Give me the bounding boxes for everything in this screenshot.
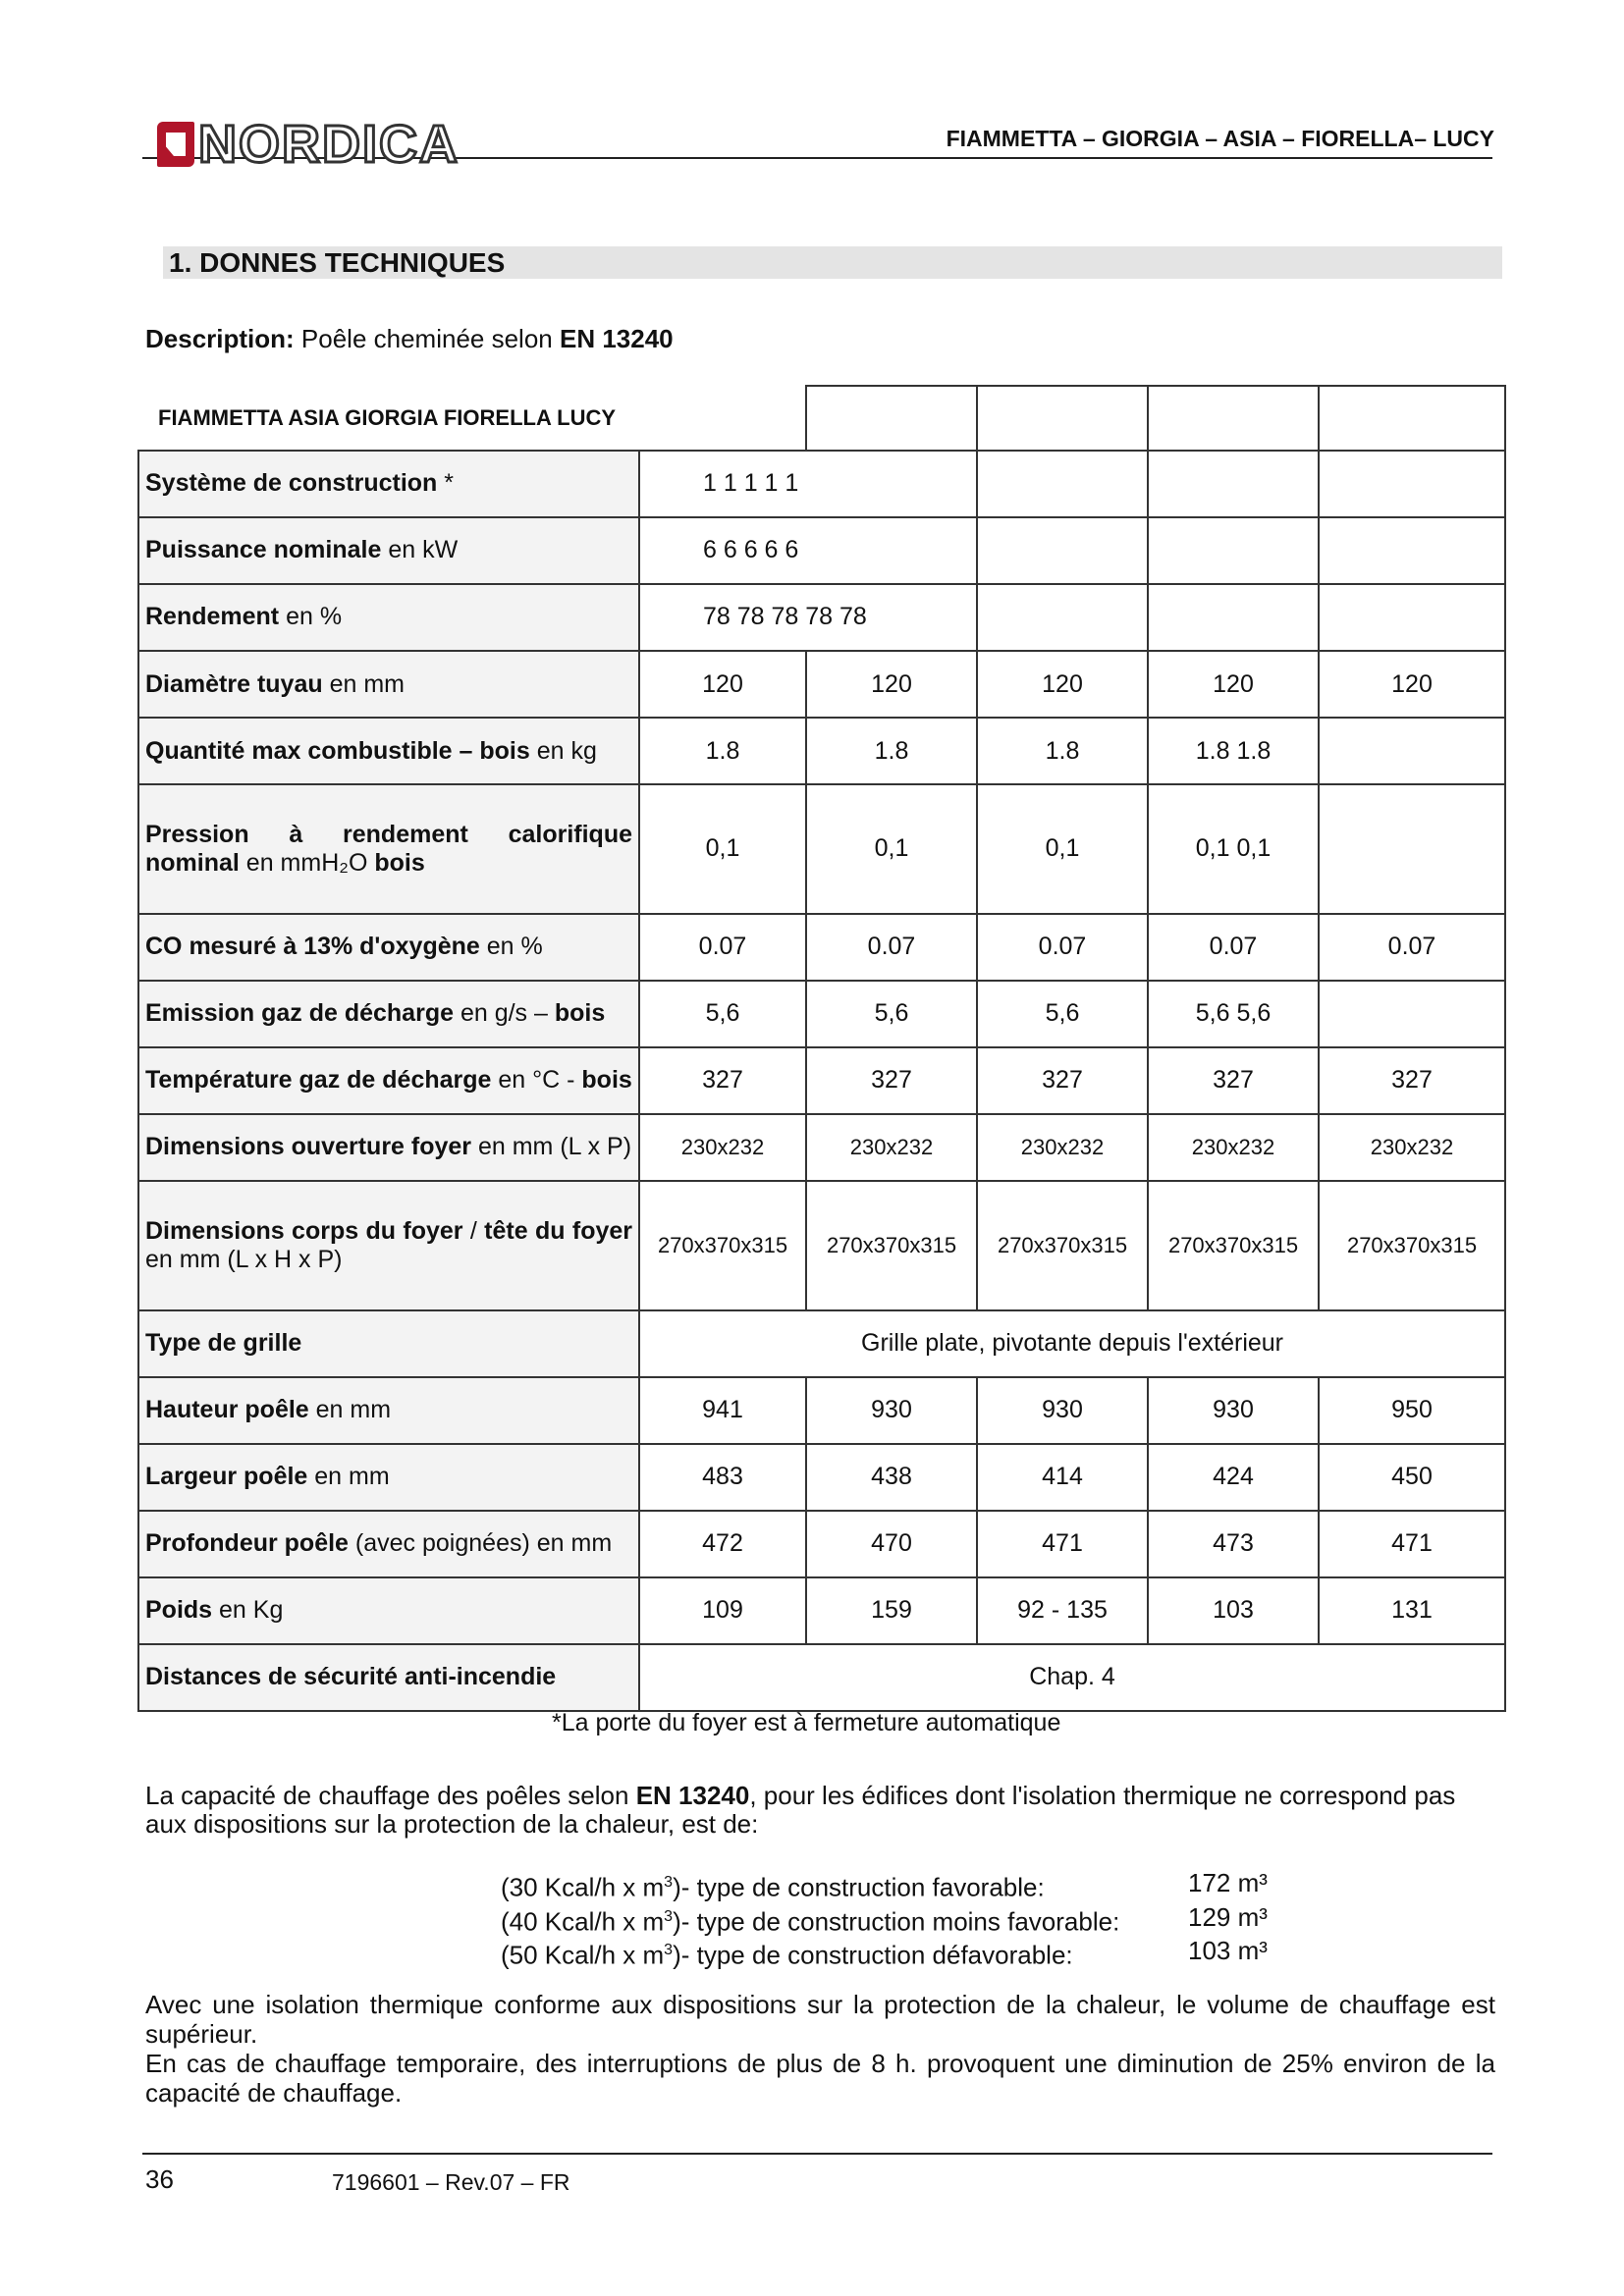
row-value: 930 bbox=[806, 1377, 977, 1444]
table-row bbox=[138, 1511, 1505, 1577]
row-label-bold: Emission gaz de décharge bbox=[145, 999, 454, 1028]
capacity-intro-norm: EN 13240 bbox=[635, 1781, 750, 1810]
header-empty-cell bbox=[1319, 386, 1505, 451]
row-value: 131 bbox=[1319, 1577, 1505, 1644]
capacity-row bbox=[501, 1936, 1268, 1970]
row-label bbox=[138, 981, 639, 1047]
row-label-unit: en mm bbox=[322, 669, 405, 698]
row-value: 327 bbox=[806, 1047, 977, 1114]
row-value: 930 bbox=[977, 1377, 1148, 1444]
insulation-paragraph: Avec une isolation thermique conforme aux dispositions sur la protection de la chaleur, le volume de chauffage est supérieur. bbox=[145, 1990, 1495, 2049]
row-value: 1 1 1 1 1 bbox=[639, 451, 977, 517]
row-value: 1.8 bbox=[977, 718, 1148, 784]
row-label bbox=[138, 1114, 639, 1181]
row-label-unit: en Kg bbox=[212, 1596, 284, 1625]
row-label-bold: Rendement bbox=[145, 603, 280, 631]
capacity-list bbox=[501, 1868, 1268, 1970]
row-value: 5,6 bbox=[639, 981, 806, 1047]
row-label-bold: Diamètre tuyau bbox=[145, 669, 323, 698]
capacity-row bbox=[501, 1902, 1268, 1937]
row-label-bold: Type de grille bbox=[145, 1329, 302, 1358]
row-value: 1.8 1.8 bbox=[1148, 718, 1319, 784]
description-norm: EN 13240 bbox=[559, 324, 674, 353]
table-row bbox=[138, 1577, 1505, 1644]
row-value bbox=[1319, 784, 1505, 914]
row-label-unit: / bbox=[462, 1216, 485, 1245]
empty-cell bbox=[977, 584, 1148, 651]
row-value: 1.8 bbox=[639, 718, 806, 784]
row-label-unit: en kW bbox=[381, 536, 459, 564]
row-label-bold: Hauteur poêle bbox=[145, 1396, 309, 1424]
row-label-bold: Quantité max combustible – bois bbox=[145, 736, 530, 765]
brand-mark-icon bbox=[157, 122, 194, 167]
row-value: 103 bbox=[1148, 1577, 1319, 1644]
table-row bbox=[138, 1644, 1505, 1711]
empty-cell bbox=[977, 517, 1148, 584]
row-label bbox=[138, 1377, 639, 1444]
row-label bbox=[138, 451, 639, 517]
table-row bbox=[138, 784, 1505, 914]
header-empty-cell bbox=[1148, 386, 1319, 451]
row-value: 270x370x315 bbox=[806, 1181, 977, 1310]
row-label-bold: Distances de sécurité anti-incendie bbox=[145, 1663, 557, 1691]
table-row bbox=[138, 1181, 1505, 1310]
row-value: 120 bbox=[977, 651, 1148, 718]
row-value: 120 bbox=[639, 651, 806, 718]
row-label bbox=[138, 651, 639, 718]
empty-cell bbox=[1319, 517, 1505, 584]
row-value: Grille plate, pivotante depuis l'extérieur bbox=[639, 1310, 1505, 1377]
row-label-tail: bois bbox=[374, 848, 425, 877]
row-label-tail: bois bbox=[581, 1066, 632, 1095]
table-row bbox=[138, 1114, 1505, 1181]
row-value: 438 bbox=[806, 1444, 977, 1511]
table-row bbox=[138, 1444, 1505, 1511]
row-label bbox=[138, 718, 639, 784]
row-value: 471 bbox=[977, 1511, 1148, 1577]
row-value: 327 bbox=[1319, 1047, 1505, 1114]
row-label bbox=[138, 1047, 639, 1114]
row-value: 327 bbox=[977, 1047, 1148, 1114]
row-value: 424 bbox=[1148, 1444, 1319, 1511]
row-value: 930 bbox=[1148, 1377, 1319, 1444]
row-value: 0.07 bbox=[806, 914, 977, 981]
capacity-intro bbox=[145, 1782, 1495, 1839]
description-text: Poêle cheminée selon bbox=[294, 324, 560, 353]
row-label-unit: (avec poignées) en mm bbox=[348, 1529, 613, 1558]
page-number: 36 bbox=[145, 2164, 174, 2194]
row-label-unit: en % bbox=[279, 603, 343, 631]
row-label-unit: en mm bbox=[307, 1463, 390, 1491]
document-reference: 7196601 – Rev.07 – FR bbox=[332, 2169, 570, 2195]
row-label-bold: Poids bbox=[145, 1596, 213, 1625]
row-value: 120 bbox=[1319, 651, 1505, 718]
capacity-volume: 103 m³ bbox=[1188, 1936, 1268, 1966]
insulation-notes bbox=[145, 1990, 1495, 2108]
row-value: 0,1 bbox=[977, 784, 1148, 914]
description bbox=[145, 324, 674, 354]
row-label-unit: en g/s – bbox=[454, 999, 555, 1028]
table-row bbox=[138, 584, 1505, 651]
row-label bbox=[138, 914, 639, 981]
row-value: 120 bbox=[806, 651, 977, 718]
row-label-unit: en % bbox=[479, 933, 543, 961]
row-label-bold: Largeur poêle bbox=[145, 1463, 308, 1491]
empty-cell bbox=[1148, 517, 1319, 584]
table-row bbox=[138, 914, 1505, 981]
brand-name: NORDICA bbox=[198, 115, 460, 174]
row-label-unit: en mm (L x P) bbox=[471, 1133, 632, 1161]
row-value: 471 bbox=[1319, 1511, 1505, 1577]
models-header: FIAMMETTA ASIA GIORGIA FIORELLA LUCY bbox=[138, 386, 806, 451]
row-label bbox=[138, 1310, 639, 1377]
row-value: 950 bbox=[1319, 1377, 1505, 1444]
row-label-bold: Profondeur poêle bbox=[145, 1529, 349, 1558]
row-value: 230x232 bbox=[977, 1114, 1148, 1181]
table-row bbox=[138, 651, 1505, 718]
row-value: 0.07 bbox=[977, 914, 1148, 981]
table-footnote: *La porte du foyer est à fermeture automatique bbox=[552, 1709, 1061, 1736]
table-row bbox=[138, 517, 1505, 584]
row-value: 327 bbox=[639, 1047, 806, 1114]
row-label bbox=[138, 784, 639, 914]
row-value: 92 - 135 bbox=[977, 1577, 1148, 1644]
row-label-bold: CO mesuré à 13% d'oxygène bbox=[145, 933, 480, 961]
row-value: 0.07 bbox=[1319, 914, 1505, 981]
row-value: 159 bbox=[806, 1577, 977, 1644]
row-label bbox=[138, 1511, 639, 1577]
row-value: 230x232 bbox=[639, 1114, 806, 1181]
row-label-unit: en kg bbox=[529, 736, 597, 765]
row-label-bold: Système de construction bbox=[145, 469, 438, 498]
row-value: 0,1 bbox=[639, 784, 806, 914]
header-empty-cell bbox=[977, 386, 1148, 451]
table-header-row bbox=[138, 386, 1505, 451]
row-value: 0.07 bbox=[639, 914, 806, 981]
row-value: 5,6 5,6 bbox=[1148, 981, 1319, 1047]
capacity-intro-post: , pour les édifices dont l'isolation thermique ne correspond pas aux dispositions sur la protection de la chaleur, est de: bbox=[145, 1781, 1456, 1839]
capacity-row bbox=[501, 1868, 1268, 1902]
capacity-volume: 129 m³ bbox=[1188, 1901, 1268, 1932]
row-label-unit: en mm bbox=[308, 1396, 392, 1424]
capacity-intro-pre: La capacité de chauffage des poêles selon bbox=[145, 1781, 636, 1810]
row-value: 0.07 bbox=[1148, 914, 1319, 981]
row-value: 1.8 bbox=[806, 718, 977, 784]
row-value: 450 bbox=[1319, 1444, 1505, 1511]
capacity-volume: 172 m³ bbox=[1188, 1868, 1268, 1897]
row-value: 0,1 0,1 bbox=[1148, 784, 1319, 914]
row-value: 414 bbox=[977, 1444, 1148, 1511]
row-value: 5,6 bbox=[977, 981, 1148, 1047]
row-label bbox=[138, 584, 639, 651]
row-value: 270x370x315 bbox=[1319, 1181, 1505, 1310]
row-label-bold: Dimensions ouverture foyer bbox=[145, 1133, 472, 1161]
row-label bbox=[138, 1444, 639, 1511]
table-row bbox=[138, 981, 1505, 1047]
capacity-type: (50 Kcal/h x $m^3)-$ type de construction défavorable: bbox=[501, 1940, 1073, 1970]
row-value: 327 bbox=[1148, 1047, 1319, 1114]
table-row bbox=[138, 451, 1505, 517]
row-value: 0,1 bbox=[806, 784, 977, 914]
row-label-unit: * bbox=[437, 469, 454, 498]
tech-table bbox=[137, 385, 1506, 1712]
row-value: 472 bbox=[639, 1511, 806, 1577]
row-label-unit: en °C - bbox=[491, 1066, 582, 1095]
footer-rule bbox=[142, 2153, 1492, 2155]
row-label-tail: bois bbox=[554, 999, 606, 1028]
empty-cell bbox=[1319, 451, 1505, 517]
row-value: 270x370x315 bbox=[977, 1181, 1148, 1310]
table-row bbox=[138, 1310, 1505, 1377]
empty-cell bbox=[1319, 584, 1505, 651]
row-value: 6 6 6 6 6 bbox=[639, 517, 977, 584]
row-label bbox=[138, 1644, 639, 1711]
row-label-bold: Pression à rendement calorifique nominal bbox=[145, 820, 632, 877]
row-value: 270x370x315 bbox=[1148, 1181, 1319, 1310]
capacity-type: (30 Kcal/h x $m^3)-$ type de construction favorable: bbox=[501, 1872, 1045, 1902]
description-label: Description: bbox=[145, 324, 295, 353]
row-label-end: en mm (L x H x P) bbox=[145, 1245, 343, 1273]
row-label bbox=[138, 517, 639, 584]
row-label-tail: tête du foyer bbox=[484, 1216, 633, 1245]
table-row bbox=[138, 1047, 1505, 1114]
table-row bbox=[138, 1377, 1505, 1444]
row-value: 78 78 78 78 78 bbox=[639, 584, 977, 651]
table-row bbox=[138, 718, 1505, 784]
row-value: 5,6 bbox=[806, 981, 977, 1047]
row-value: 270x370x315 bbox=[639, 1181, 806, 1310]
row-value: Chap. 4 bbox=[639, 1644, 1505, 1711]
capacity-type: (40 Kcal/h x $m^3)-$ type de construction moins favorable: bbox=[501, 1906, 1120, 1937]
header-models: FIAMMETTA – GIORGIA – ASIA – FIORELLA– LUCY bbox=[946, 126, 1494, 151]
row-value: 109 bbox=[639, 1577, 806, 1644]
row-value: 941 bbox=[639, 1377, 806, 1444]
section-title: 1. DONNES TECHNIQUES bbox=[169, 247, 506, 278]
row-value: 470 bbox=[806, 1511, 977, 1577]
empty-cell bbox=[977, 451, 1148, 517]
row-value: 230x232 bbox=[1148, 1114, 1319, 1181]
row-value bbox=[1319, 981, 1505, 1047]
row-label bbox=[138, 1577, 639, 1644]
row-value bbox=[1319, 718, 1505, 784]
row-value: 120 bbox=[1148, 651, 1319, 718]
row-label-unit: en mmH₂O bbox=[239, 848, 375, 877]
row-label-bold: Dimensions corps du foyer bbox=[145, 1216, 463, 1245]
temporary-heating-paragraph: En cas de chauffage temporaire, des interruptions de plus de 8 h. provoquent une diminution de 25% environ de la capacité de chauffage. bbox=[145, 2049, 1495, 2108]
row-value: 230x232 bbox=[806, 1114, 977, 1181]
row-value: 230x232 bbox=[1319, 1114, 1505, 1181]
row-label bbox=[138, 1181, 639, 1310]
empty-cell bbox=[1148, 584, 1319, 651]
header-empty-cell bbox=[806, 386, 977, 451]
row-label-bold: Puissance nominale bbox=[145, 536, 382, 564]
row-value: 483 bbox=[639, 1444, 806, 1511]
brand-logo bbox=[157, 115, 460, 174]
row-value: 473 bbox=[1148, 1511, 1319, 1577]
empty-cell bbox=[1148, 451, 1319, 517]
row-label-bold: Température gaz de décharge bbox=[145, 1066, 492, 1095]
